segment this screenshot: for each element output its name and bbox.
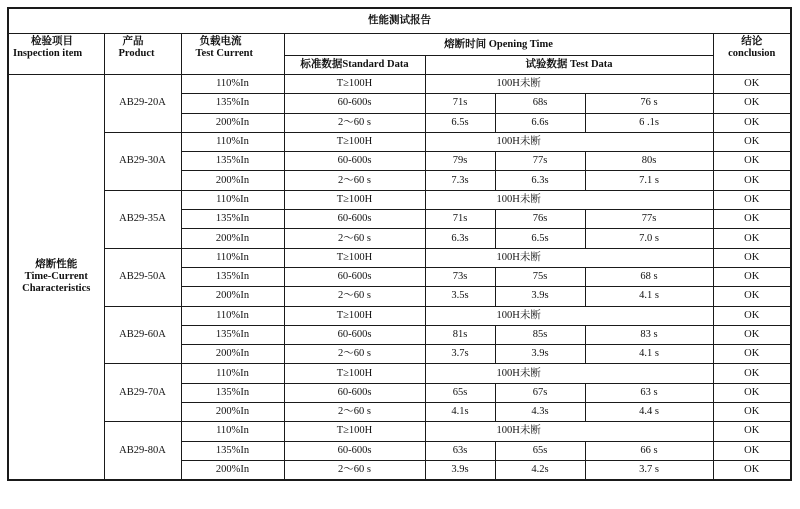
header-opening-time: 熔断时间 Opening Time [284,34,713,56]
test-data-1: 3.7s [425,345,495,364]
product-name: AB29-60A [104,306,181,364]
test-current: 200%In [181,287,284,306]
test-data-1: 7.3s [425,171,495,190]
test-current: 200%In [181,171,284,190]
test-current: 110%In [181,306,284,325]
conclusion-value: OK [713,229,791,248]
inspection-item-en-2: Characteristics [22,283,91,295]
conclusion-value: OK [713,75,791,94]
test-current: 110%In [181,190,284,209]
test-current: 200%In [181,460,284,480]
test-data-1: 71s [425,210,495,229]
test-data-3: 83 s [585,325,713,344]
table-row [8,190,791,209]
standard-data: 60-600s [284,210,425,229]
test-data-2: 85s [495,325,585,344]
conclusion-value: OK [713,422,791,441]
test-data-merged: 100H未断 [425,422,713,441]
test-data-2: 3.9s [495,345,585,364]
header-test-current [181,34,284,75]
test-data-3: 7.0 s [585,229,713,248]
standard-data: T≥100H [284,132,425,151]
test-data-3: 7.1 s [585,171,713,190]
conclusion-value: OK [713,190,791,209]
standard-data: 2～60 s [284,403,425,422]
header-standard-data: 标准数据Standard Data [284,56,425,75]
standard-data: 2～60 s [284,460,425,480]
inspection-item-cell [8,75,104,481]
test-current: 135%In [181,210,284,229]
standard-data: 60-600s [284,267,425,286]
test-data-3: 66 s [585,441,713,460]
standard-data: T≥100H [284,422,425,441]
test-data-2: 4.3s [495,403,585,422]
report-title: 性能测试报告 [8,8,791,34]
test-data-3: 80s [585,152,713,171]
test-data-1: 63s [425,441,495,460]
conclusion-value: OK [713,460,791,480]
test-data-2: 68s [495,94,585,113]
test-data-1: 4.1s [425,403,495,422]
header-test-data: 试验数据 Test Data [425,56,713,75]
conclusion-value: OK [713,132,791,151]
test-data-3: 4.1 s [585,287,713,306]
test-data-merged: 100H未断 [425,306,713,325]
standard-data: 2～60 s [284,345,425,364]
test-current: 135%In [181,267,284,286]
standard-data: 2～60 s [284,113,425,132]
conclusion-value: OK [713,325,791,344]
conclusion-value: OK [713,267,791,286]
test-data-1: 3.5s [425,287,495,306]
header-product-cn: 产品 [122,36,144,47]
conclusion-value: OK [713,441,791,460]
standard-data: T≥100H [284,190,425,209]
test-data-3: 6 .1s [585,113,713,132]
test-data-2: 76s [495,210,585,229]
test-current: 200%In [181,403,284,422]
standard-data: T≥100H [284,248,425,267]
test-current: 110%In [181,248,284,267]
header-product-en: Product [118,48,155,59]
conclusion-value: OK [713,171,791,190]
test-data-merged: 100H未断 [425,364,713,383]
test-data-3: 4.4 s [585,403,713,422]
test-data-2: 3.9s [495,287,585,306]
title-row [8,8,791,34]
conclusion-value: OK [713,345,791,364]
test-current: 135%In [181,383,284,402]
header-inspection-item [8,34,104,75]
header-test-current-en: Test Current [195,48,253,59]
test-current: 200%In [181,229,284,248]
standard-data: 60-600s [284,94,425,113]
product-name: AB29-70A [104,364,181,422]
test-current: 110%In [181,422,284,441]
test-data-2: 75s [495,267,585,286]
header-conclusion-cn: 结论 [741,36,763,47]
header-conclusion-en: conclusion [728,48,776,59]
header-product [104,34,181,75]
header-test-current-cn: 负载电流 [199,36,242,47]
test-current: 110%In [181,364,284,383]
conclusion-value: OK [713,306,791,325]
standard-data: 2～60 s [284,287,425,306]
product-name: AB29-50A [104,248,181,306]
test-data-2: 65s [495,441,585,460]
test-current: 110%In [181,75,284,94]
standard-data: 60-600s [284,383,425,402]
test-data-1: 3.9s [425,460,495,480]
test-data-1: 71s [425,94,495,113]
standard-data: 2～60 s [284,171,425,190]
test-data-1: 79s [425,152,495,171]
test-data-merged: 100H未断 [425,75,713,94]
test-data-1: 81s [425,325,495,344]
test-data-3: 3.7 s [585,460,713,480]
standard-data: 60-600s [284,441,425,460]
standard-data: T≥100H [284,75,425,94]
table-row [8,75,791,94]
conclusion-value: OK [713,383,791,402]
header-row-top [8,34,791,56]
test-current: 135%In [181,325,284,344]
inspection-item-en-1: Time-Current [24,271,88,283]
test-data-merged: 100H未断 [425,248,713,267]
inspection-item-cn: 熔断性能 [35,259,78,271]
standard-data: 60-600s [284,152,425,171]
test-data-1: 6.5s [425,113,495,132]
table-row [8,364,791,383]
test-data-3: 76 s [585,94,713,113]
product-name: AB29-80A [104,422,181,480]
standard-data: 60-600s [284,325,425,344]
standard-data: 2～60 s [284,229,425,248]
test-data-3: 63 s [585,383,713,402]
standard-data: T≥100H [284,306,425,325]
test-data-1: 65s [425,383,495,402]
test-current: 110%In [181,132,284,151]
product-name: AB29-20A [104,75,181,133]
test-current: 135%In [181,94,284,113]
test-data-2: 6.5s [495,229,585,248]
conclusion-value: OK [713,210,791,229]
table-row [8,306,791,325]
test-current: 135%In [181,152,284,171]
conclusion-value: OK [713,248,791,267]
test-data-2: 67s [495,383,585,402]
performance-test-report-table [7,7,792,481]
test-data-3: 77s [585,210,713,229]
table-row [8,132,791,151]
table-row [8,422,791,441]
test-current: 200%In [181,345,284,364]
test-data-merged: 100H未断 [425,132,713,151]
conclusion-value: OK [713,94,791,113]
test-data-3: 68 s [585,267,713,286]
product-name: AB29-30A [104,132,181,190]
test-data-2: 4.2s [495,460,585,480]
header-inspection-item-cn: 检验项目 [31,36,73,47]
header-inspection-item-en: Inspection item [13,48,83,59]
test-current: 200%In [181,113,284,132]
conclusion-value: OK [713,287,791,306]
test-data-3: 4.1 s [585,345,713,364]
test-data-merged: 100H未断 [425,190,713,209]
test-data-1: 6.3s [425,229,495,248]
test-data-2: 6.3s [495,171,585,190]
conclusion-value: OK [713,152,791,171]
standard-data: T≥100H [284,364,425,383]
conclusion-value: OK [713,403,791,422]
test-data-1: 73s [425,267,495,286]
test-data-2: 6.6s [495,113,585,132]
product-name: AB29-35A [104,190,181,248]
test-data-2: 77s [495,152,585,171]
table-row [8,248,791,267]
conclusion-value: OK [713,113,791,132]
header-conclusion [713,34,791,75]
test-current: 135%In [181,441,284,460]
conclusion-value: OK [713,364,791,383]
